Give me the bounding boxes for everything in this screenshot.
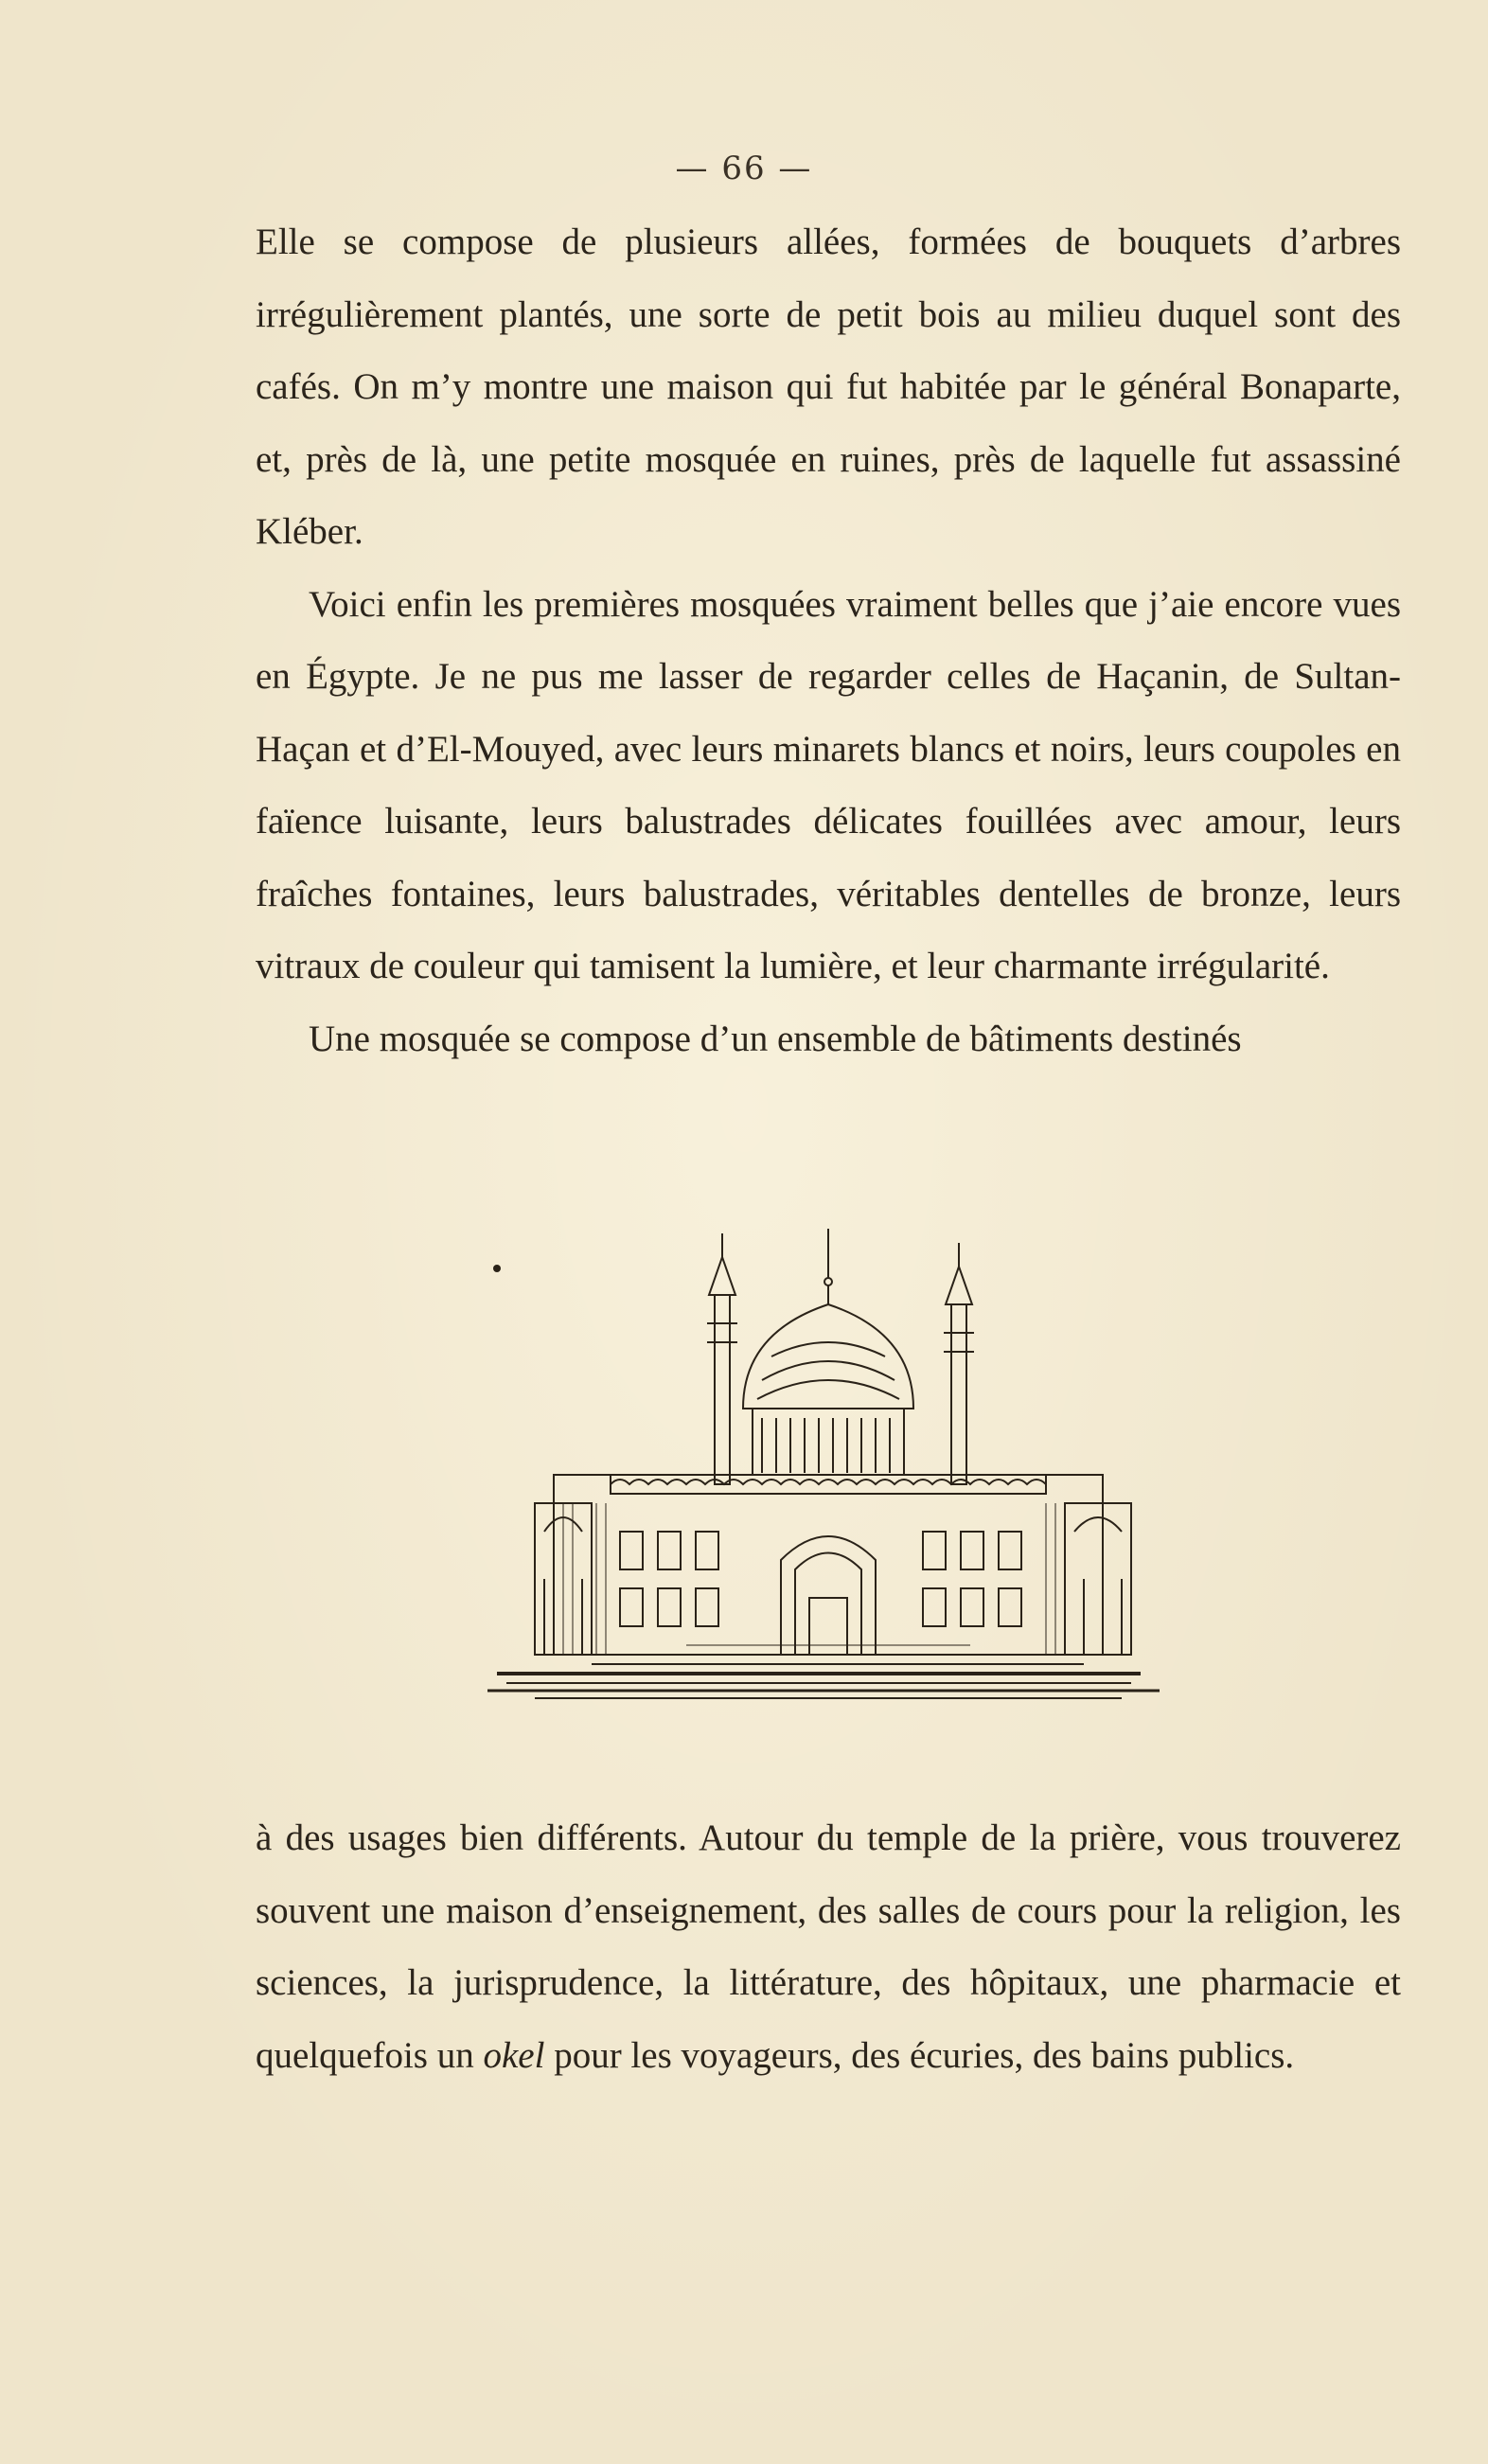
paragraph-4-part-1: à des usages bien différents. Autour du temple de la prière, vous trouverez souvent une maison d’enseignement, des salles de cours pour la religion, les sciences, la jurisprudence, la littérature, des hôpitaux, une pharmacie et quelquefois un bbox=[256, 1817, 1401, 2076]
paragraph-2: Voici enfin les premières mosquées vraiment belles que j’aie encore vues en Égypte. Je ne pus me lasser de regarder celles de Haçanin, de Sultan-Haçan et d’El-Mouyed, avec leurs minarets blancs et noirs, leurs coupoles en faïence luisante, leurs balustrades délicates fouillées avec amour, leurs fraîches fontaines, leurs balustrades, véritables dentelles de bronze, leurs vitraux de couleur qui tamisent la lumière, et leur charmante irrégularité. bbox=[256, 583, 1401, 986]
text-block-bottom bbox=[256, 1802, 1401, 2092]
mosque-engraving-icon bbox=[478, 1219, 1178, 1726]
page-number: — 66 — bbox=[675, 150, 813, 187]
paragraph-1: Elle se compose de plusieurs allées, formées de bouquets d’arbres irrégulièrement plantés, une sorte de petit bois au milieu duquel sont des cafés. On m’y montre une maison qui fut habitée par le général Bonaparte, et, près de là, une petite mosquée en ruines, près de laquelle fut assassiné Kléber. bbox=[256, 222, 1401, 552]
text-block-top bbox=[256, 206, 1401, 1075]
paragraph-4 bbox=[256, 1802, 1401, 2092]
paragraph-4-italic-word: okel bbox=[483, 2034, 545, 2076]
paragraph-3: Une mosquée se compose d’un ensemble de bâtiments destinés bbox=[309, 1018, 1242, 1059]
mosque-illustration bbox=[478, 1219, 1178, 1726]
paragraph-4-part-2: pour les voyageurs, des écuries, des bains publics. bbox=[544, 2034, 1295, 2076]
